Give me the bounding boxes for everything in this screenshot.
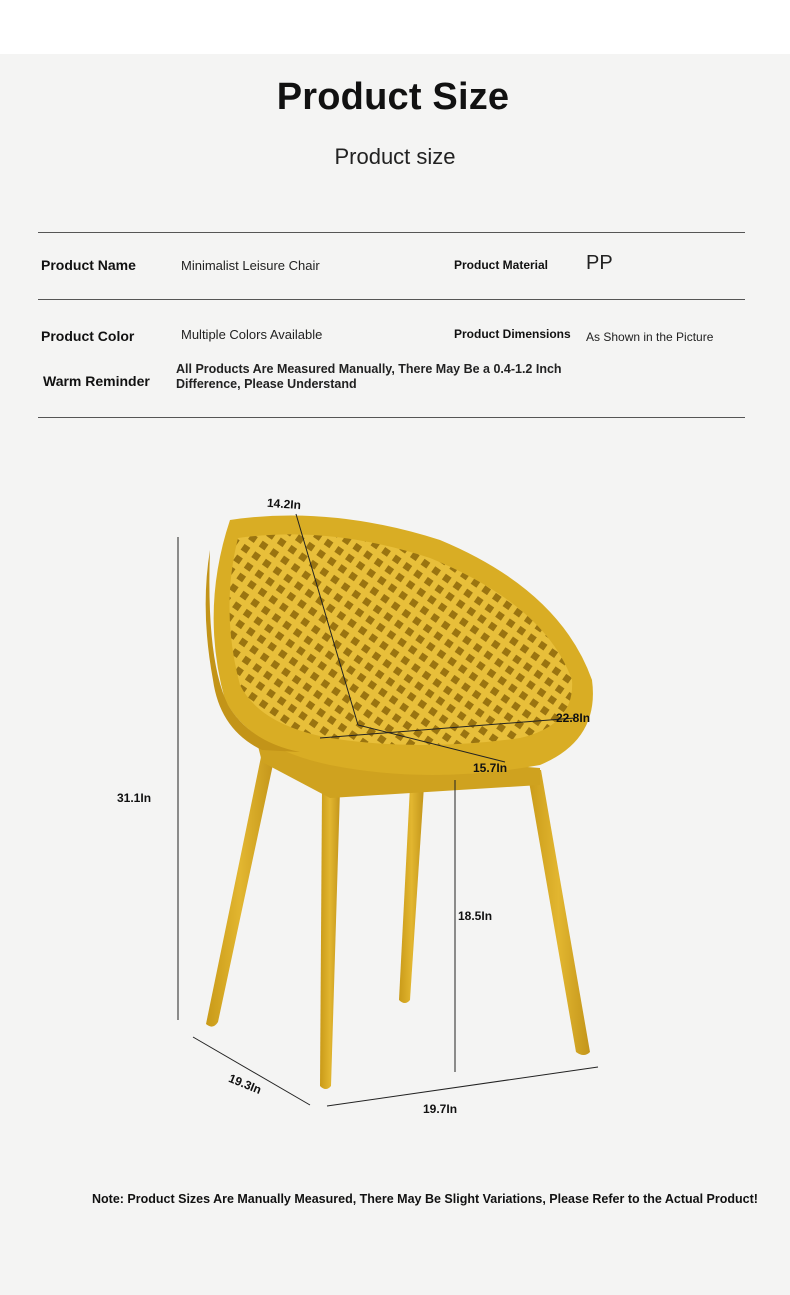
dim-seat-height: 18.5In [458,909,493,923]
page-subtitle: Product size [334,144,456,169]
product-color-value: Multiple Colors Available [181,327,323,342]
dim-base-depth: 19.3In [226,1071,264,1097]
base-depth-line [193,1037,310,1105]
page-title: Product Size [276,76,510,118]
chair-illustration [0,480,790,1140]
product-material-label: Product Material [454,258,549,272]
product-name-value: Minimalist Leisure Chair [181,258,320,273]
chair-shell [206,516,593,776]
dim-seat-depth: 14.2In [266,495,302,513]
dim-base-width: 19.7In [423,1102,458,1116]
dim-seat-span: 15.7In [473,761,508,775]
footer-note: Note: Product Sizes Are Manually Measured, There May Be Slight Variations, Please Refer to the Actual Product! [92,1192,758,1206]
warm-reminder-text: All Products Are Measured Manually, There May Be a 0.4-1.2 Inch Difference, Please Understand [176,362,562,391]
table-mid-rule [38,299,745,300]
dim-seat-width: 22.8In [556,711,591,725]
product-color-label: Product Color [41,328,135,344]
warm-reminder-label: Warm Reminder [43,373,150,389]
table-bottom-rule [38,417,745,418]
product-name-label: Product Name [41,257,136,273]
chair-legs [206,746,590,1089]
product-material-value: PP [586,252,613,274]
product-dimensions-value: As Shown in the Picture [586,330,714,344]
table-top-rule [38,232,745,233]
product-dimensions-label: Product Dimensions [454,327,571,341]
base-width-line [327,1067,598,1106]
dim-total-height: 31.1In [117,791,152,805]
